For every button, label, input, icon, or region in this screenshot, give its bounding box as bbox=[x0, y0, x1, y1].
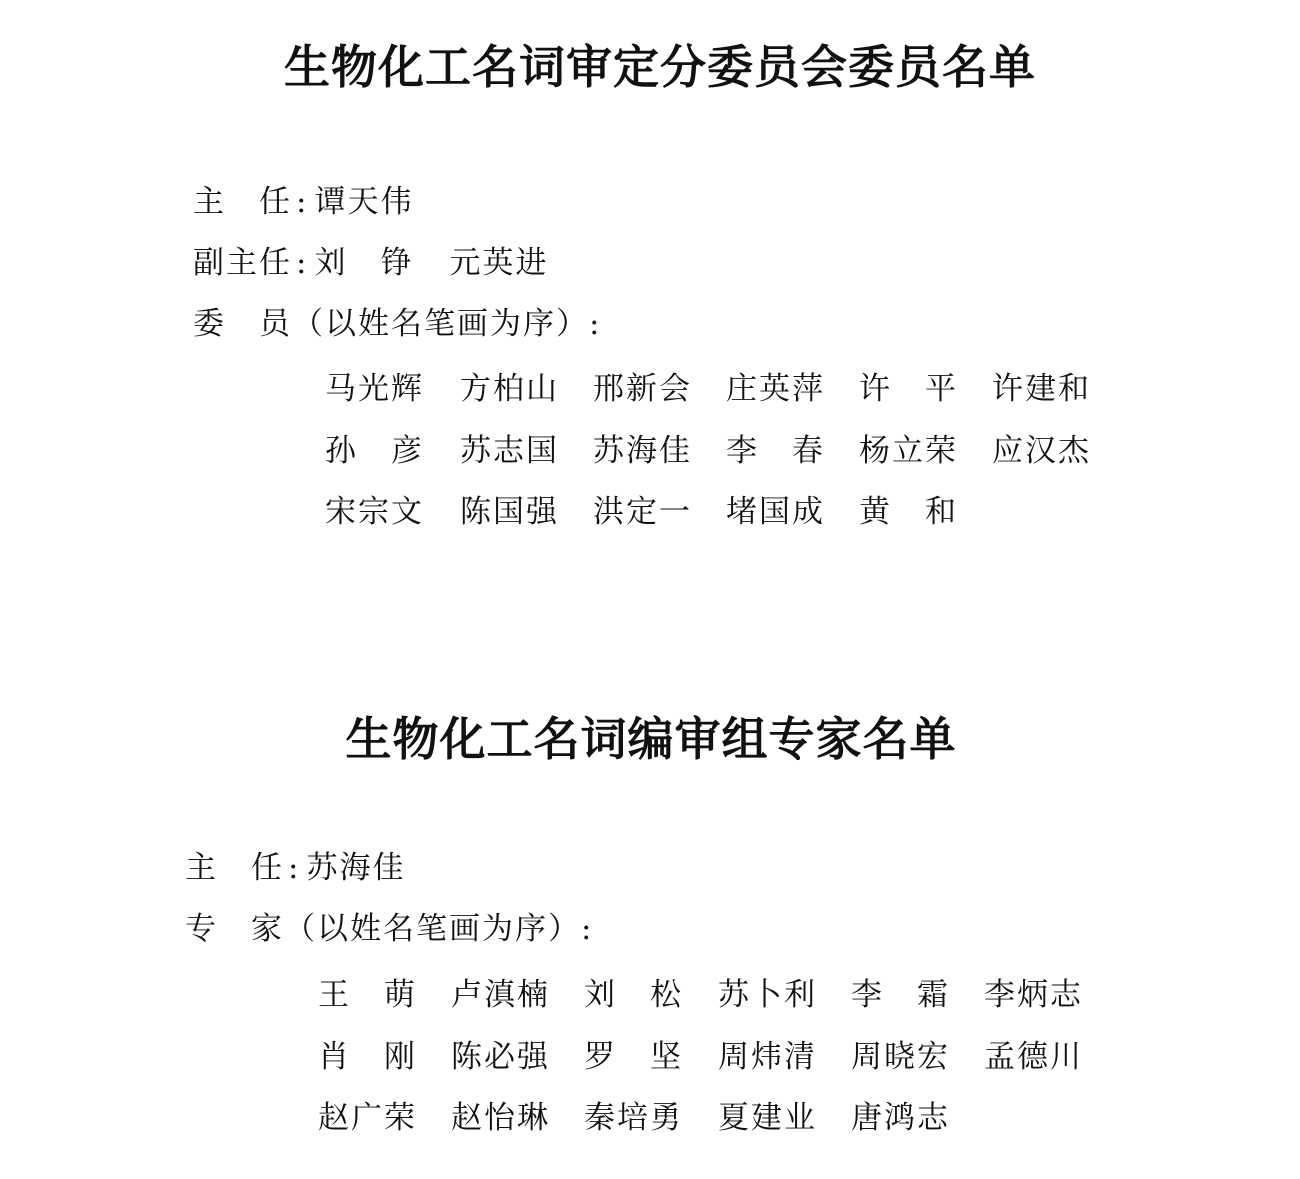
expert-name: 卢滇楠 bbox=[451, 977, 550, 1013]
committee-director-role: 主 任 bbox=[193, 184, 292, 220]
expert-name: 李炳志 bbox=[984, 977, 1083, 1013]
expert-name: 周晓宏 bbox=[851, 1039, 950, 1075]
expert-name: 陈必强 bbox=[451, 1039, 550, 1075]
expert-name: 刘 松 bbox=[584, 977, 683, 1013]
committee-member-name: 许 平 bbox=[859, 371, 958, 407]
committee-member-name: 李 春 bbox=[726, 433, 825, 469]
committee-deputy-sep: : bbox=[296, 245, 309, 281]
expert-director-sep: : bbox=[288, 850, 301, 886]
expert-name: 周炜清 bbox=[718, 1039, 817, 1075]
committee-members-heading: 委 员（以姓名笔画为序）: bbox=[193, 306, 602, 342]
expert-name: 罗 坚 bbox=[584, 1039, 683, 1075]
committee-deputy-role: 副主任 bbox=[193, 245, 292, 281]
expert-director-role: 主 任 bbox=[185, 850, 284, 886]
committee-member-name: 黄 和 bbox=[859, 494, 958, 530]
expert-name: 王 萌 bbox=[318, 977, 417, 1013]
expert-name: 秦培勇 bbox=[584, 1100, 683, 1136]
expert-director-name: 苏海佳 bbox=[306, 850, 406, 886]
committee-member-name: 杨立荣 bbox=[859, 433, 958, 469]
expert-group-title: 生物化工名词编审组专家名单 bbox=[345, 712, 957, 766]
committee-deputy-name: 刘 铮 bbox=[314, 245, 414, 281]
committee-member-name: 洪定一 bbox=[593, 494, 692, 530]
committee-director-name: 谭天伟 bbox=[314, 184, 414, 220]
committee-director-line bbox=[193, 184, 414, 220]
expert-name: 夏建业 bbox=[718, 1100, 817, 1136]
expert-director-line bbox=[185, 850, 406, 886]
expert-name: 苏卜利 bbox=[718, 977, 817, 1013]
committee-member-name: 庄英萍 bbox=[726, 371, 825, 407]
committee-deputy-line bbox=[193, 245, 549, 281]
committee-member-name: 方柏山 bbox=[460, 371, 559, 407]
expert-name: 孟德川 bbox=[984, 1039, 1083, 1075]
experts-heading: 专 家（以姓名笔画为序）: bbox=[185, 911, 594, 947]
committee-member-name: 孙 彦 bbox=[325, 433, 424, 469]
expert-name: 赵广荣 bbox=[318, 1100, 417, 1136]
committee-member-name: 应汉杰 bbox=[992, 433, 1091, 469]
committee-member-name: 许建和 bbox=[992, 371, 1091, 407]
committee-title: 生物化工名词审定分委员会委员名单 bbox=[284, 40, 1036, 94]
committee-deputy-name: 元英进 bbox=[449, 245, 549, 281]
committee-member-name: 邢新会 bbox=[593, 371, 692, 407]
expert-name: 李 霜 bbox=[851, 977, 950, 1013]
committee-member-name: 宋宗文 bbox=[325, 494, 424, 530]
committee-member-name: 苏志国 bbox=[460, 433, 559, 469]
expert-name: 唐鸿志 bbox=[851, 1100, 950, 1136]
committee-member-name: 陈国强 bbox=[460, 494, 559, 530]
expert-name: 肖 刚 bbox=[318, 1039, 417, 1075]
committee-director-sep: : bbox=[296, 184, 309, 220]
committee-member-name: 苏海佳 bbox=[593, 433, 692, 469]
expert-name: 赵怡琳 bbox=[451, 1100, 550, 1136]
committee-member-name: 堵国成 bbox=[726, 494, 825, 530]
committee-member-name: 马光辉 bbox=[325, 371, 424, 407]
